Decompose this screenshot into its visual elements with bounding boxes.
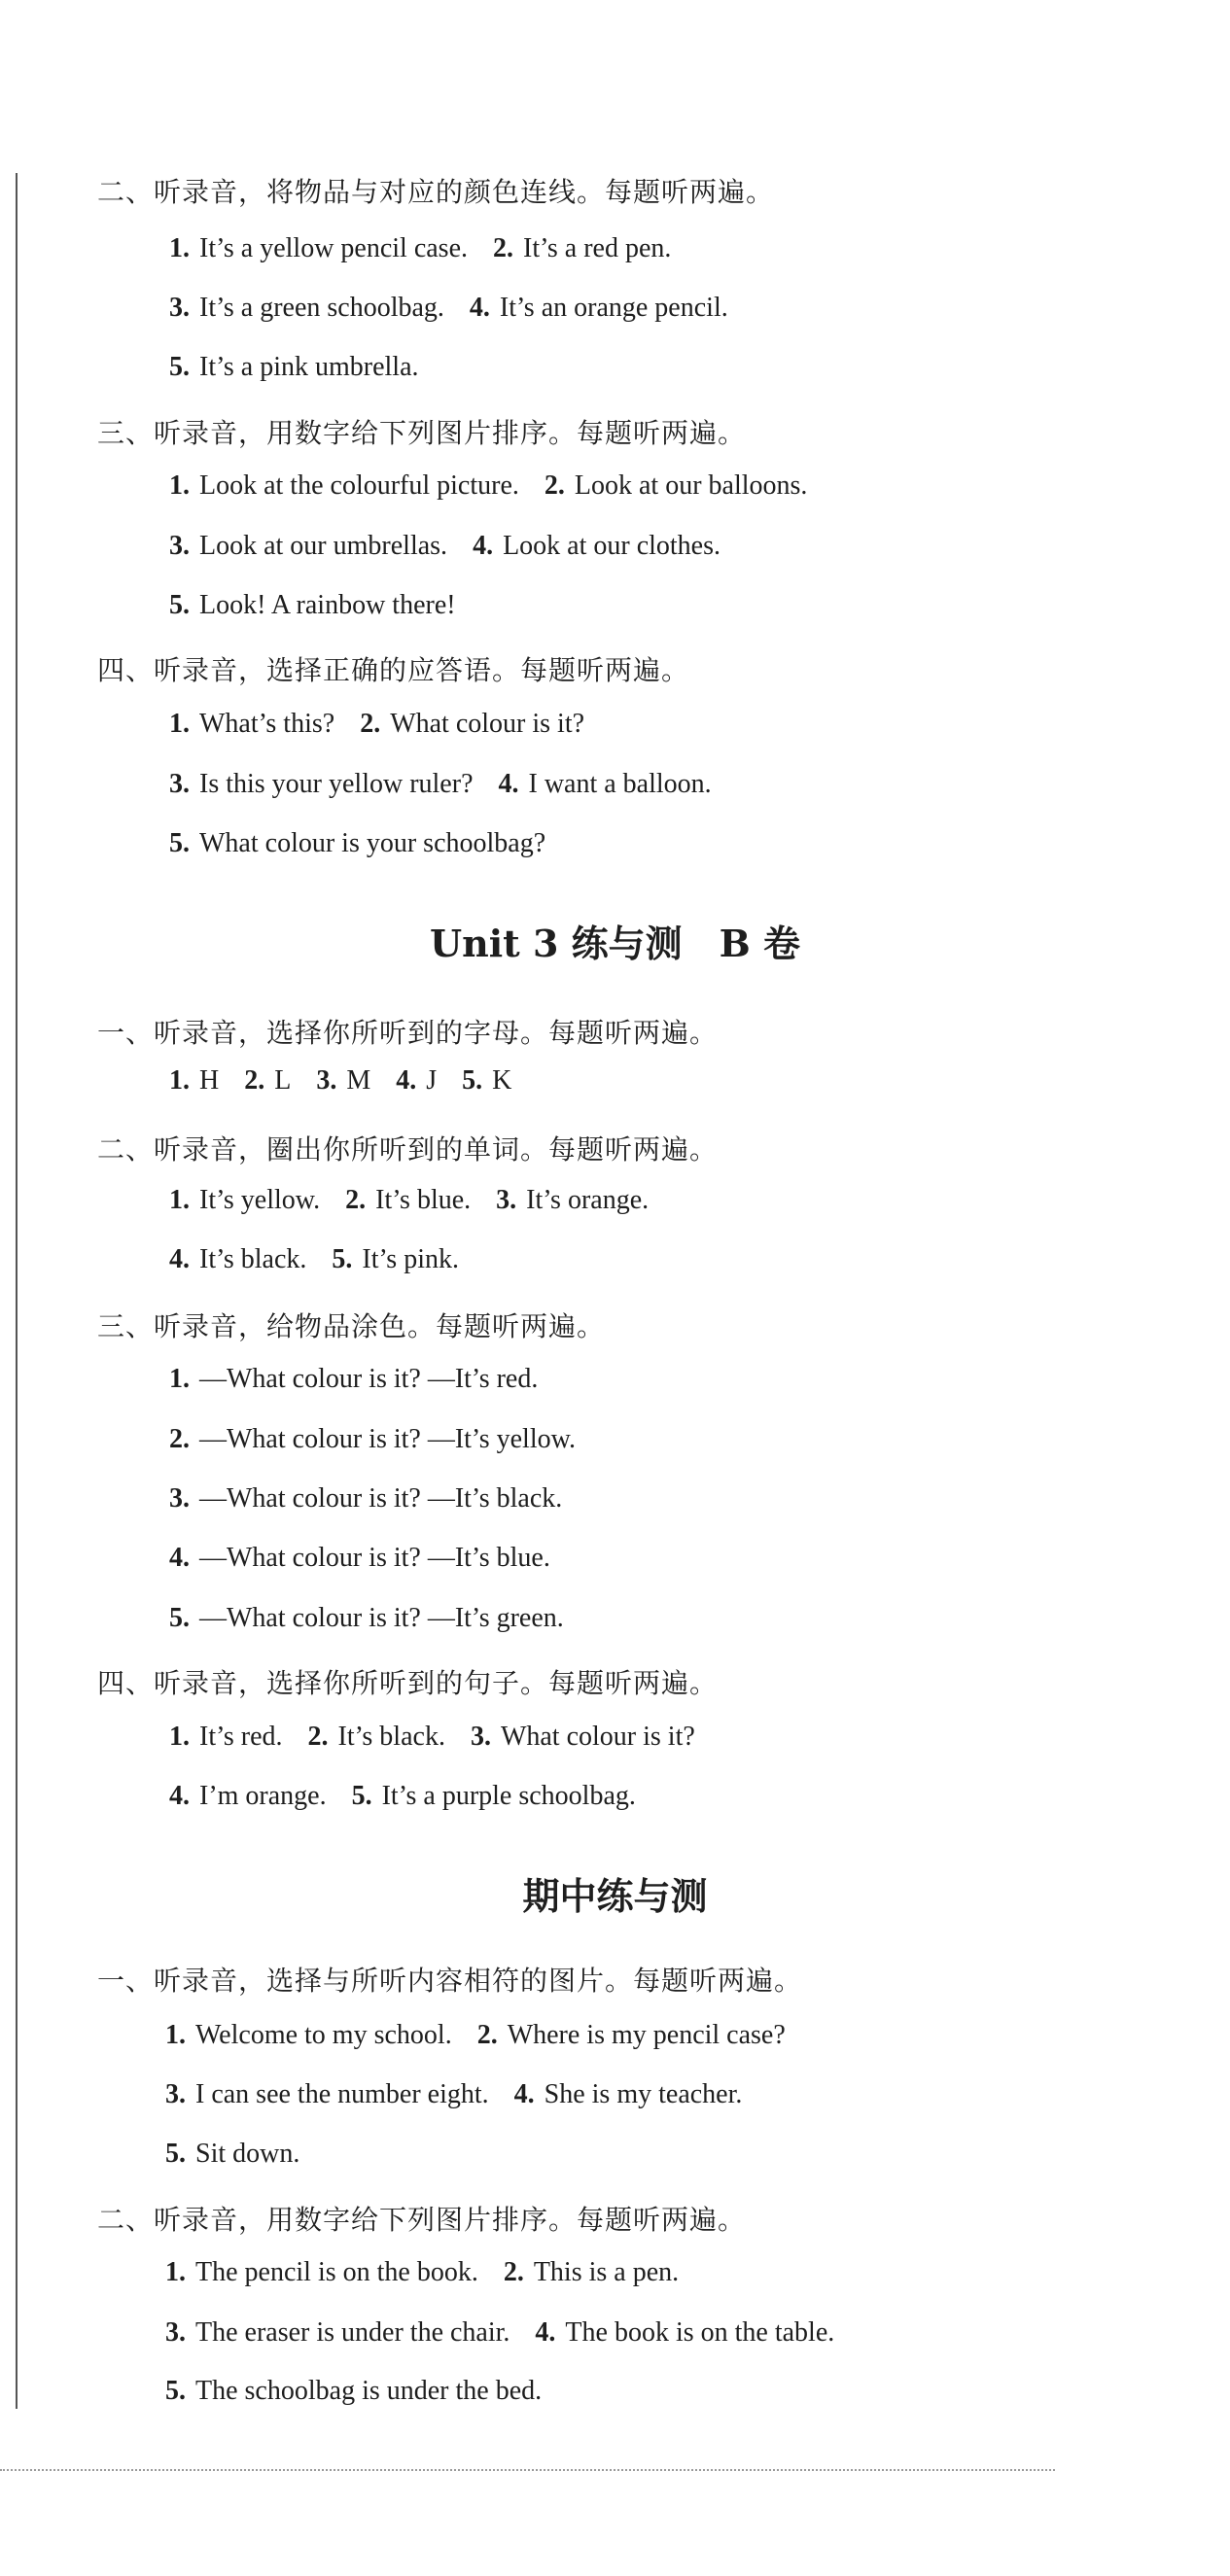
answer-line [169,1244,459,1275]
item-number: 5. [169,352,190,382]
item-number: 3. [496,1185,517,1215]
transcript-item [169,531,447,562]
transcript-item [169,1483,562,1514]
item-text: What’s this? [199,709,335,739]
item-text: Look! A rainbow there! [199,590,456,620]
item-number: 3. [165,2079,186,2109]
item-number: 2. [360,709,381,739]
item-text: I can see the number eight. [195,2079,489,2109]
section-title: 期中练与测 [522,1874,708,1918]
item-text: It’s yellow. [199,1185,321,1215]
item-number: 2. [503,2257,524,2287]
transcript-item [169,828,545,859]
item-number: 5. [169,1603,190,1633]
item-text: What colour is your schoolbag? [199,828,546,858]
item-number: 5. [169,590,190,620]
answer-line [165,2257,679,2288]
item-number: 5. [462,1065,483,1096]
answer-line [169,1065,511,1097]
item-number: 4. [469,293,490,323]
transcript-item [169,709,334,740]
item-text: Welcome to my school. [195,2020,452,2050]
item-number: 2. [307,1722,329,1752]
transcript-item [169,590,456,621]
transcript-item [514,2079,743,2110]
item-text: It’s an orange pencil. [499,293,728,323]
item-text: Is this your yellow ruler? [199,769,474,799]
item-number: 1. [165,2257,186,2287]
item-text: I’m orange. [199,1781,327,1811]
transcript-item [473,531,720,562]
transcript-item [169,1603,564,1634]
answer-line [165,2020,786,2051]
transcript-item [499,769,712,800]
item-number: 5. [169,828,190,858]
item-text: The book is on the table. [565,2317,835,2348]
item-number: 1. [169,1722,190,1752]
item-number: 4. [535,2317,556,2348]
transcript-item [165,2376,542,2407]
item-number: 4. [396,1065,417,1096]
item-text: —What colour is it? —It’s blue. [199,1543,550,1573]
item-number: 1. [169,1364,190,1394]
transcript-item [165,2317,510,2349]
transcript-item [169,1543,550,1574]
answer-line [169,1781,636,1812]
item-text: M [346,1065,371,1096]
item-number: 5. [165,2139,186,2169]
answer-line [165,2376,542,2407]
item-number: 2. [244,1065,265,1096]
transcript-item [308,1722,445,1753]
item-text: —What colour is it? —It’s black. [199,1483,563,1514]
answer-line [165,2079,742,2110]
item-text: It’s orange. [526,1185,650,1215]
transcript-item [462,1065,511,1097]
item-text: —What colour is it? —It’s green. [199,1603,564,1633]
answer-line [169,590,456,621]
transcript-item [169,233,468,264]
item-text: What colour is it? [500,1722,695,1752]
item-number: 3. [169,531,190,561]
item-text: —What colour is it? —It’s yellow. [199,1424,576,1454]
item-number: 1. [169,233,190,263]
item-text: It’s pink. [362,1244,459,1274]
transcript-item [504,2257,679,2288]
transcript-item [169,293,444,324]
item-text: Look at our balloons. [574,470,808,501]
transcript-item [352,1781,636,1812]
transcript-item [169,470,519,502]
item-number: 1. [169,1185,190,1215]
item-number: 1. [169,1065,190,1096]
transcript-item [470,293,728,324]
left-margin-rule [16,173,18,2409]
item-text: —What colour is it? —It’s red. [199,1364,539,1394]
item-text: Look at the colourful picture. [199,470,519,501]
section-title: Unit 3 练与测 B 卷 [429,922,800,965]
transcript-item [169,1364,538,1395]
transcript-item [396,1065,437,1097]
item-text: She is my teacher. [544,2079,743,2109]
item-number: 2. [476,2020,498,2050]
answer-line [169,352,419,383]
question-heading: 四、听录音，选择你所听到的句子。每题听两遍。 [97,1667,719,1699]
item-number: 1. [165,2020,186,2050]
item-text: This is a pen. [533,2257,680,2287]
item-text: The pencil is on the book. [195,2257,478,2287]
answer-line [169,470,807,502]
question-heading: 二、听录音，用数字给下列图片排序。每题听两遍。 [97,2204,747,2236]
transcript-item [332,1244,459,1275]
item-text: Where is my pencil case? [507,2020,786,2050]
answer-line [169,1483,562,1514]
transcript-item [493,233,671,264]
answer-line [169,1185,649,1216]
item-number: 2. [493,233,514,263]
question-heading: 三、听录音，用数字给下列图片排序。每题听两遍。 [97,417,747,449]
answer-line [169,1543,550,1574]
transcript-item [316,1065,370,1097]
item-number: 1. [169,709,190,739]
item-text: The schoolbag is under the bed. [195,2376,543,2406]
answer-line [169,1424,576,1455]
item-text: It’s a yellow pencil case. [199,233,469,263]
transcript-item [545,470,808,502]
transcript-item [360,709,584,740]
answer-line [169,1364,538,1395]
transcript-item [169,1781,327,1812]
item-text: L [274,1065,292,1096]
question-heading: 二、听录音，将物品与对应的颜色连线。每题听两遍。 [97,176,775,208]
item-number: 2. [169,1424,190,1454]
item-text: It’s black. [337,1722,445,1752]
item-text: Sit down. [195,2139,300,2169]
answer-line [169,828,545,859]
item-number: 3. [165,2317,186,2348]
question-heading: 二、听录音，圈出你所听到的单词。每题听两遍。 [97,1133,719,1166]
item-number: 4. [473,531,494,561]
item-text: It’s a red pen. [523,233,672,263]
transcript-item [165,2257,478,2288]
bottom-dotted-rule [0,2469,1055,2471]
item-number: 5. [351,1781,372,1811]
item-number: 3. [470,1722,491,1752]
transcript-item [477,2020,786,2051]
transcript-item [165,2139,299,2170]
item-number: 2. [345,1185,367,1215]
item-text: It’s a purple schoolbag. [381,1781,636,1811]
item-text: J [426,1065,438,1096]
transcript-item [169,1244,306,1275]
item-number: 1. [169,470,190,501]
question-heading: 一、听录音，选择与所听内容相符的图片。每题听两遍。 [97,1965,803,1997]
transcript-item [345,1185,471,1216]
transcript-item [169,352,419,383]
item-text: I want a balloon. [528,769,712,799]
item-text: Look at our clothes. [503,531,721,561]
question-heading: 四、听录音，选择正确的应答语。每题听两遍。 [97,654,690,686]
item-number: 5. [165,2376,186,2406]
item-text: It’s black. [199,1244,307,1274]
item-number: 4. [513,2079,535,2109]
item-number: 2. [544,470,565,501]
item-number: 3. [169,769,190,799]
item-number: 3. [169,1483,190,1514]
transcript-item [471,1722,695,1753]
transcript-item [169,1065,219,1097]
transcript-item [169,1185,320,1216]
item-text: It’s red. [199,1722,283,1752]
item-text: It’s a green schoolbag. [199,293,444,323]
item-text: It’s a pink umbrella. [199,352,419,382]
answer-line [169,293,728,324]
item-text: H [199,1065,220,1096]
answer-line [169,769,712,800]
item-number: 4. [169,1781,190,1811]
item-text: The eraser is under the chair. [195,2317,510,2348]
item-text: K [492,1065,512,1096]
answer-line [165,2139,299,2170]
item-number: 4. [169,1244,190,1274]
transcript-item [496,1185,649,1216]
answer-line [169,233,671,264]
transcript-item [165,2020,452,2051]
transcript-item [169,769,474,800]
item-number: 5. [332,1244,353,1274]
item-text: It’s blue. [375,1185,472,1215]
transcript-item [169,1424,576,1455]
transcript-item [169,1722,283,1753]
item-number: 3. [316,1065,337,1096]
question-heading: 一、听录音，选择你所听到的字母。每题听两遍。 [97,1017,719,1049]
item-number: 4. [169,1543,190,1573]
answer-line [169,1603,564,1634]
item-text: What colour is it? [390,709,585,739]
transcript-item [244,1065,291,1097]
answer-line [169,1722,695,1753]
transcript-item [535,2317,834,2349]
answer-line [169,709,584,740]
answer-line [169,531,720,562]
item-text: Look at our umbrellas. [199,531,448,561]
answer-line [165,2317,834,2349]
item-number: 4. [498,769,519,799]
question-heading: 三、听录音，给物品涂色。每题听两遍。 [97,1310,606,1342]
transcript-item [165,2079,489,2110]
item-number: 3. [169,293,190,323]
